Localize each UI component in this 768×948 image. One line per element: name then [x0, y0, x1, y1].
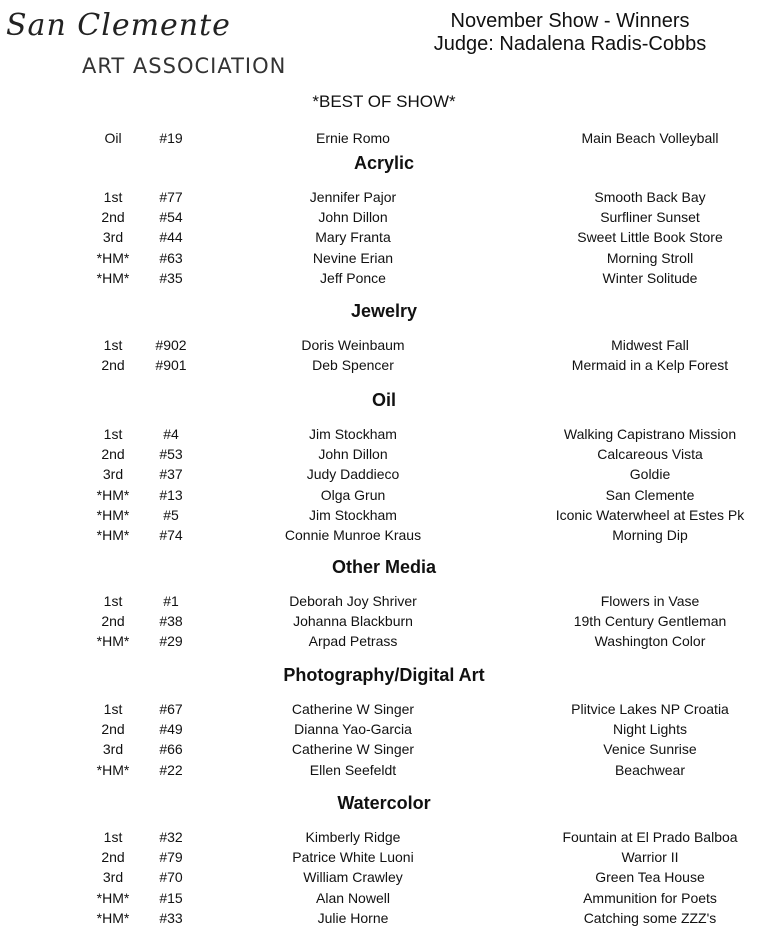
winner-row [0, 189, 768, 209]
entry-place: 2nd [101, 721, 125, 738]
page-header [380, 10, 760, 56]
entry-artist: Arpad Petrass [308, 633, 398, 650]
entry-place: *HM* [96, 761, 130, 778]
entry-artist: John Dillon [318, 209, 388, 226]
entry-title: Main Beach Volleyball [581, 130, 719, 146]
entry-place: 1st [103, 701, 123, 717]
winner-row [0, 593, 768, 613]
winner-row [0, 890, 768, 910]
winner-row [0, 910, 768, 930]
winner-row [0, 762, 768, 782]
winner-row [0, 849, 768, 869]
entry-title: Calcareous Vista [597, 446, 703, 463]
entry-number: #53 [159, 446, 183, 463]
entry-title: Ammunition for Poets [583, 889, 717, 906]
entry-number: #22 [159, 761, 183, 778]
winner-row [0, 633, 768, 653]
entry-place: 2nd [101, 209, 125, 226]
entry-number: #37 [159, 466, 183, 483]
entry-artist: Nevine Erian [312, 249, 394, 266]
entry-artist: Catherine W Singer [291, 701, 415, 717]
entry-place: 2nd [101, 357, 125, 374]
entry-number: #70 [159, 869, 183, 886]
entry-artist: Doris Weinbaum [301, 337, 405, 353]
entry-title: Venice Sunrise [603, 741, 697, 758]
entry-number: #4 [163, 426, 179, 442]
entry-artist: Kimberly Ridge [305, 829, 401, 845]
winner-row [0, 721, 768, 741]
entry-number: #66 [159, 741, 183, 758]
entry-number: #54 [159, 209, 183, 226]
entry-title: Iconic Waterwheel at Estes Pk [555, 506, 745, 523]
logo-script-text: San Clemente [6, 8, 231, 43]
winner-row [0, 209, 768, 229]
entry-place: *HM* [96, 527, 130, 543]
section-title: Watercolor [337, 793, 431, 813]
entry-artist: Johanna Blackburn [293, 613, 413, 630]
entry-artist: Jim Stockham [309, 506, 397, 523]
entry-title: Night Lights [613, 721, 687, 738]
entry-place: *HM* [96, 633, 130, 650]
entry-title: Walking Capistrano Mission [563, 426, 737, 442]
winner-row [0, 741, 768, 761]
entry-place: 1st [103, 593, 123, 609]
best-of-show-heading: *BEST OF SHOW* [312, 92, 456, 111]
entry-title: Flowers in Vase [600, 593, 700, 609]
entry-number: #13 [159, 486, 183, 503]
entry-number: #79 [159, 849, 183, 866]
entry-place: 3rd [102, 869, 124, 886]
logo-subtitle: ART ASSOCIATION [82, 54, 287, 78]
entry-title: Winter Solitude [602, 269, 698, 286]
entry-place: 3rd [102, 229, 124, 246]
entry-number: #44 [159, 229, 183, 246]
entry-title: Beachwear [614, 761, 686, 778]
entry-title: Green Tea House [595, 869, 705, 886]
best-of-show-row [0, 130, 768, 150]
entry-artist: Julie Horne [317, 909, 389, 926]
entry-title: Morning Dip [612, 527, 688, 543]
winner-row [0, 869, 768, 889]
winner-row [0, 466, 768, 486]
judge-line: Judge: Nadalena Radis-Cobbs [433, 33, 707, 55]
entry-title: Midwest Fall [611, 337, 689, 353]
entry-number: #67 [159, 701, 183, 717]
entry-title: Sweet Little Book Store [577, 229, 723, 246]
section-title: Jewelry [350, 301, 418, 321]
entry-number: #5 [163, 506, 179, 523]
entry-artist: Deborah Joy Shriver [289, 593, 417, 609]
entry-artist: Jeff Ponce [320, 269, 386, 286]
entry-number: #63 [159, 249, 183, 266]
entry-artist: Dianna Yao-Garcia [294, 721, 412, 738]
show-title: November Show - Winners [450, 10, 690, 32]
section-title: Acrylic [353, 153, 415, 173]
winner-row [0, 487, 768, 507]
section-title: Photography/Digital Art [283, 665, 485, 685]
entry-artist: John Dillon [318, 446, 388, 463]
entry-place: *HM* [96, 889, 130, 906]
winner-row [0, 701, 768, 721]
entry-artist: Jennifer Pajor [309, 189, 397, 205]
entry-place: 1st [103, 829, 123, 845]
entry-place: 2nd [101, 849, 125, 866]
entry-number: #32 [159, 829, 183, 845]
entry-place: 2nd [101, 446, 125, 463]
entry-artist: Ellen Seefeldt [309, 761, 397, 778]
entry-artist: William Crawley [303, 869, 403, 886]
entry-title: Mermaid in a Kelp Forest [571, 357, 729, 374]
winner-row [0, 426, 768, 446]
entry-artist: Deb Spencer [312, 357, 394, 374]
entry-number: #902 [155, 337, 187, 353]
entry-number: #77 [159, 189, 183, 205]
entry-title: Catching some ZZZ's [583, 909, 717, 926]
entry-artist: Judy Daddieco [306, 466, 400, 483]
association-logo [6, 8, 296, 78]
winner-row [0, 446, 768, 466]
entry-title: 19th Century Gentleman [573, 613, 727, 630]
winner-row [0, 270, 768, 290]
winner-row [0, 357, 768, 377]
entry-number: #38 [159, 613, 183, 630]
winner-row [0, 337, 768, 357]
entry-artist: Catherine W Singer [291, 741, 415, 758]
winner-row [0, 507, 768, 527]
entry-title: Washington Color [594, 633, 706, 650]
entry-title: Plitvice Lakes NP Croatia [571, 701, 729, 717]
entry-number: #19 [159, 130, 183, 146]
entry-artist: Patrice White Luoni [292, 849, 414, 866]
entry-number: #901 [155, 357, 187, 374]
winner-row [0, 527, 768, 547]
entry-artist: Olga Grun [320, 486, 386, 503]
entry-place: *HM* [96, 909, 130, 926]
entry-place: 2nd [101, 613, 125, 630]
entry-number: #1 [163, 593, 179, 609]
entry-title: Fountain at El Prado Balboa [562, 829, 738, 845]
entry-title: Surfliner Sunset [600, 209, 700, 226]
entry-title: Goldie [629, 466, 671, 483]
section-title: Other Media [331, 557, 437, 577]
entry-place: 1st [103, 426, 123, 442]
entry-place: 1st [103, 337, 123, 353]
entry-artist: Mary Franta [315, 229, 391, 246]
entry-place: Oil [104, 130, 122, 146]
entry-artist: Alan Nowell [316, 889, 390, 906]
entry-title: Morning Stroll [606, 249, 694, 266]
entry-place: *HM* [96, 506, 130, 523]
entry-artist: Connie Munroe Kraus [284, 527, 422, 543]
entry-place: 3rd [102, 466, 124, 483]
winner-row [0, 613, 768, 633]
entry-number: #29 [159, 633, 183, 650]
entry-title: San Clemente [605, 486, 695, 503]
entry-place: 3rd [102, 741, 124, 758]
entry-number: #74 [159, 527, 183, 543]
entry-number: #49 [159, 721, 183, 738]
section-title: Oil [371, 390, 396, 410]
winner-row [0, 229, 768, 249]
entry-number: #15 [159, 889, 183, 906]
entry-artist: Ernie Romo [316, 130, 390, 146]
entry-place: *HM* [96, 269, 130, 286]
winner-row [0, 250, 768, 270]
entry-number: #35 [159, 269, 183, 286]
entry-place: *HM* [96, 249, 130, 266]
entry-number: #33 [159, 909, 183, 926]
entry-title: Warrior II [621, 849, 679, 866]
entry-place: 1st [103, 189, 123, 205]
entry-title: Smooth Back Bay [594, 189, 706, 205]
winner-row [0, 829, 768, 849]
entry-artist: Jim Stockham [309, 426, 397, 442]
entry-place: *HM* [96, 486, 130, 503]
